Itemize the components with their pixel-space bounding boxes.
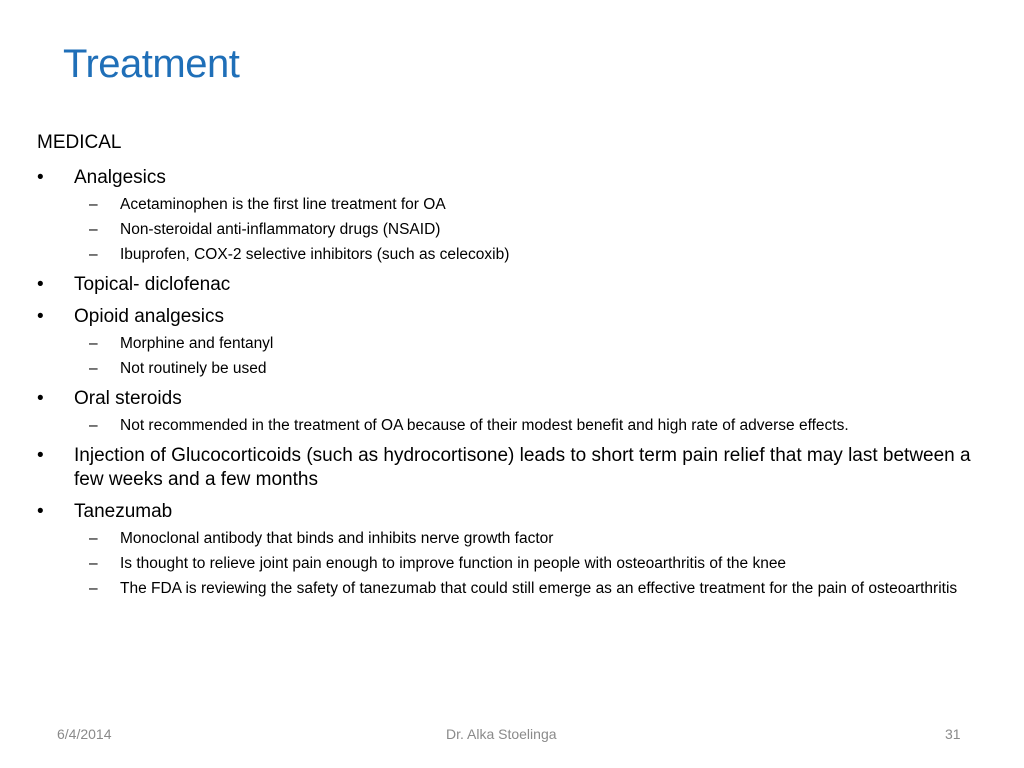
footer-author: Dr. Alka Stoelinga bbox=[446, 726, 557, 742]
dash-icon: – bbox=[89, 221, 98, 238]
sub-bullet-text: Monoclonal antibody that binds and inhibits nerve growth factor bbox=[120, 530, 554, 547]
bullet-text: Topical- diclofenac bbox=[74, 274, 231, 295]
bullet-item bbox=[37, 444, 997, 492]
bullet-text: Tanezumab bbox=[74, 501, 173, 522]
section-label: MEDICAL bbox=[37, 132, 122, 153]
bullet-item bbox=[37, 387, 997, 411]
sub-bullet-text: Is thought to relieve joint pain enough to improve function in people with osteoarthritis of the knee bbox=[120, 555, 787, 572]
bullet-item bbox=[37, 305, 997, 329]
sub-bullet-item bbox=[37, 579, 997, 599]
footer-date: 6/4/2014 bbox=[57, 726, 112, 742]
dash-icon: – bbox=[89, 335, 98, 352]
sub-bullet-item bbox=[37, 416, 997, 436]
slide-body bbox=[37, 128, 997, 599]
sub-bullet-item bbox=[37, 245, 997, 265]
dash-icon: – bbox=[89, 580, 98, 597]
sub-bullet-item bbox=[37, 529, 997, 549]
slide-title: Treatment bbox=[63, 42, 240, 86]
dash-icon: – bbox=[89, 417, 98, 434]
sub-bullet-item bbox=[37, 334, 997, 354]
bullet-item bbox=[37, 273, 997, 297]
sub-bullet-item bbox=[37, 220, 997, 240]
bullet-text: Analgesics bbox=[74, 167, 166, 188]
sub-bullet-text: Ibuprofen, COX-2 selective inhibitors (such as celecoxib) bbox=[120, 246, 510, 263]
sub-bullet-item bbox=[37, 195, 997, 215]
bullet-icon: • bbox=[37, 388, 44, 409]
bullet-text: Injection of Glucocorticoids (such as hydrocortisone) leads to short term pain relief that may last between a few weeks and a few months bbox=[74, 445, 971, 490]
dash-icon: – bbox=[89, 360, 98, 377]
sub-bullet-text: Non-steroidal anti-inflammatory drugs (NSAID) bbox=[120, 221, 441, 238]
bullet-icon: • bbox=[37, 306, 44, 327]
dash-icon: – bbox=[89, 196, 98, 213]
slide-number: 31 bbox=[945, 726, 961, 742]
sub-bullet-item bbox=[37, 554, 997, 574]
bullet-text: Oral steroids bbox=[74, 388, 182, 409]
bullet-text: Opioid analgesics bbox=[74, 306, 224, 327]
sub-bullet-text: Not routinely be used bbox=[120, 360, 267, 377]
sub-bullet-text: Not recommended in the treatment of OA because of their modest benefit and high rate of adverse effects. bbox=[120, 417, 849, 434]
bullet-icon: • bbox=[37, 445, 44, 466]
bullet-icon: • bbox=[37, 501, 44, 522]
sub-bullet-text: The FDA is reviewing the safety of tanezumab that could still emerge as an effective treatment for the pain of osteoarthritis bbox=[120, 580, 958, 597]
sub-bullet-text: Acetaminophen is the first line treatment for OA bbox=[120, 196, 446, 213]
sub-bullet-text: Morphine and fentanyl bbox=[120, 335, 274, 352]
dash-icon: – bbox=[89, 530, 98, 547]
sub-bullet-item bbox=[37, 359, 997, 379]
dash-icon: – bbox=[89, 555, 98, 572]
bullet-icon: • bbox=[37, 167, 44, 188]
bullet-item bbox=[37, 500, 997, 524]
bullet-list bbox=[37, 166, 997, 599]
dash-icon: – bbox=[89, 246, 98, 263]
bullet-icon: • bbox=[37, 274, 44, 295]
bullet-item bbox=[37, 166, 997, 190]
